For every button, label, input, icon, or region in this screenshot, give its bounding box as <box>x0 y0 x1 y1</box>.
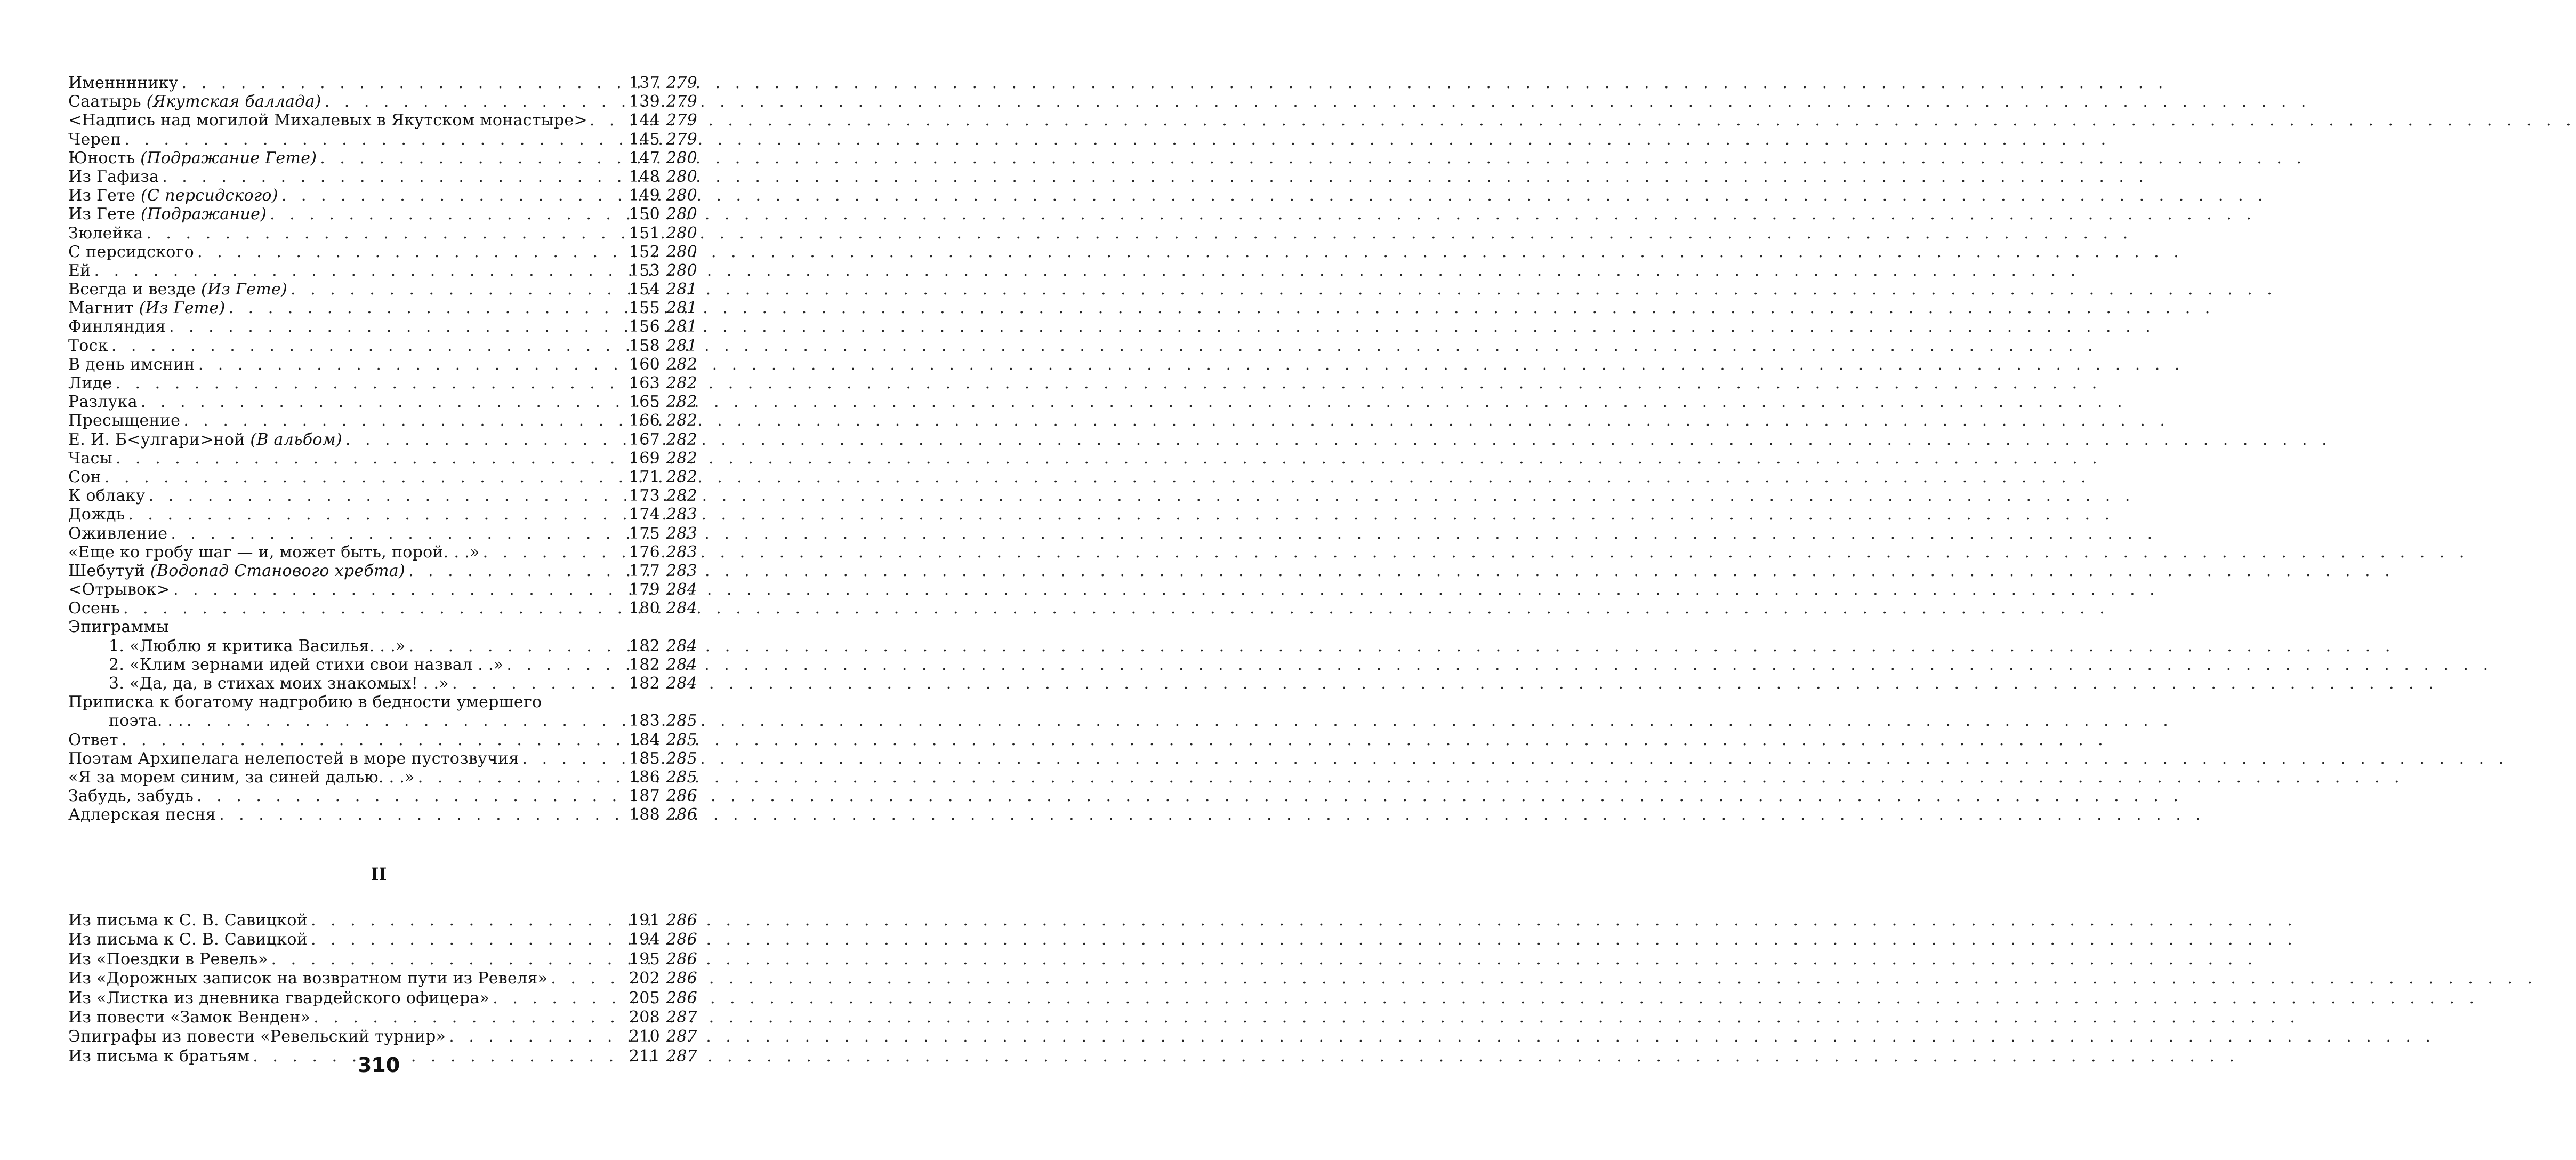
toc-entry <box>68 618 697 636</box>
toc-entry-title <box>68 787 194 805</box>
dot-leader <box>179 74 627 92</box>
dot-leader <box>587 111 627 130</box>
dot-leader <box>194 787 627 805</box>
toc-entry-subtitle: (Из Гете) <box>139 299 226 318</box>
toc-entry-title-text: Из повести «Замок Венден» <box>68 1007 311 1027</box>
page-ref-text: 169 <box>629 449 660 468</box>
page-ref-notes: 282 <box>666 393 697 412</box>
page-ref-text: 182 <box>629 674 660 693</box>
dot-leader <box>406 637 627 655</box>
toc-entry-title <box>68 486 146 505</box>
page-ref-text: 171 <box>629 467 660 486</box>
toc-entry-title <box>68 224 143 243</box>
toc-entry <box>68 731 697 749</box>
toc-entry-title-text: Разлука <box>68 393 138 412</box>
toc-entry-title <box>68 768 415 787</box>
dot-leader <box>446 1027 627 1046</box>
page-ref-text: 177 <box>629 561 660 580</box>
toc-entry <box>68 580 697 599</box>
page-ref-text: 150 <box>629 205 660 224</box>
dot-leader <box>180 411 627 430</box>
toc-entry <box>68 749 697 768</box>
toc-entry-title-text: Тоск <box>68 336 108 355</box>
page-ref-text: 182 <box>629 636 660 655</box>
page-ref-notes: 279 <box>666 111 697 130</box>
page-ref-text: 205 <box>629 988 660 1007</box>
toc-entry-subtitle: (Водопад Станового хребта) <box>150 561 405 580</box>
toc-entry <box>68 261 697 280</box>
dot-leader <box>226 299 627 317</box>
page-ref-notes: 287 <box>666 1007 697 1027</box>
toc-entry-title-text: Из письма к С. В. Савицкой <box>68 930 308 949</box>
toc-entry-title <box>68 1027 446 1046</box>
dot-leader <box>308 930 627 949</box>
toc-entry-title <box>68 393 138 411</box>
toc-entry-title <box>68 674 449 693</box>
page-ref-text: 180 <box>629 599 660 618</box>
page-ref-text: 208 <box>629 1007 660 1027</box>
toc-entry-title <box>68 562 405 580</box>
dot-leader <box>138 393 627 411</box>
page-ref-notes: 281 <box>666 317 697 337</box>
toc-entry-title <box>68 317 166 336</box>
toc-entry-title <box>68 805 216 824</box>
toc-entry <box>68 449 697 468</box>
page-ref-text: 187 <box>629 787 660 806</box>
toc-entry-title <box>68 543 480 562</box>
page-ref-text: 202 <box>629 969 660 988</box>
page-ref-text: 183 <box>629 711 660 731</box>
dot-leader <box>112 374 627 393</box>
dot-leader <box>449 674 627 693</box>
toc-entry-title-text: Из «Поездки в Ревель» <box>68 949 268 969</box>
toc-entry-title <box>68 637 406 655</box>
toc-entry-subtitle: (Из Гете) <box>201 280 288 299</box>
toc-entry-title <box>68 186 278 205</box>
toc-entry <box>68 599 697 618</box>
page-number: 310 <box>357 1053 400 1077</box>
toc-entry-title-text: Забудь, забудь <box>68 787 194 806</box>
toc-entry <box>68 205 697 223</box>
page-ref-notes: 286 <box>666 805 697 825</box>
toc-entry-title-text: Из Гете <box>68 186 136 205</box>
page-ref-text: 211 <box>629 1046 660 1066</box>
toc-entry-title-text: Эпиграфы из повести «Ревельский турнир» <box>68 1027 446 1046</box>
toc-entry-title <box>68 930 308 949</box>
toc-entry <box>68 393 697 411</box>
page-ref-text: 167 <box>629 430 660 449</box>
toc-entry <box>68 768 697 787</box>
page-ref-notes: 282 <box>666 411 697 430</box>
toc-entry-title-text: Дождь <box>68 505 125 524</box>
page-ref-text: 166 <box>629 411 660 430</box>
toc-entry-title-text: Ответ <box>68 730 118 749</box>
toc-entry <box>68 787 697 805</box>
page-ref-text: 139 <box>629 92 660 111</box>
dot-leader <box>480 543 627 562</box>
page-ref-text: 182 <box>629 655 660 674</box>
page-ref-text: 191 <box>629 911 660 930</box>
toc-entry-title <box>68 524 167 543</box>
toc-entry <box>68 505 697 524</box>
toc-entry-title-text: «Еще ко гробу шаг — и, может быть, порой. . .» <box>68 542 480 562</box>
toc-entry <box>68 1008 697 1027</box>
toc-entry <box>68 111 697 130</box>
page-ref-text: 184 <box>629 730 660 749</box>
toc-entry-title <box>68 111 587 130</box>
toc-entry-title-text: Именнннику <box>68 74 179 92</box>
toc-entry <box>68 674 697 693</box>
toc-entry-title-text: Пресыщение <box>68 411 181 430</box>
page-ref-text: 158 <box>629 336 660 355</box>
toc-entry-title-text: К облаку <box>68 486 146 506</box>
toc-entry-title-text: <Надпись над могилой Михалевых в Якутском монастыре> <box>68 111 587 130</box>
dot-leader <box>125 505 627 524</box>
toc-entry-title-text: Магнит <box>68 299 134 318</box>
toc-entry <box>68 280 697 299</box>
toc-entry-title <box>68 989 489 1008</box>
page-ref-notes: 282 <box>666 486 697 506</box>
toc-entry-title <box>68 580 170 599</box>
toc-entry-title-text: Финляндия <box>68 317 166 337</box>
page-ref-notes: 280 <box>666 261 697 280</box>
toc-entry <box>68 411 697 430</box>
toc-section-1 <box>68 74 697 825</box>
dot-leader <box>118 731 627 749</box>
page-ref-notes: 284 <box>666 655 697 674</box>
toc-entry-title <box>68 280 287 299</box>
dot-leader <box>194 243 627 261</box>
dot-leader <box>287 280 627 299</box>
page-ref-text: 179 <box>629 580 660 599</box>
dot-leader <box>120 599 627 618</box>
page-ref-text: 145 <box>629 130 660 149</box>
page-ref-notes: 280 <box>666 148 697 167</box>
dot-leader <box>159 167 627 186</box>
page-ref-text: 176 <box>629 542 660 562</box>
page-ref-notes: 279 <box>666 92 697 111</box>
toc-entry-title <box>68 167 159 186</box>
toc-entry-title <box>68 449 112 468</box>
page-ref-notes: 284 <box>666 636 697 655</box>
page-ref-notes: 283 <box>666 524 697 543</box>
toc-entry-title-text: С персидского <box>68 242 195 261</box>
toc-entry <box>68 224 697 243</box>
page-ref-notes: 280 <box>666 205 697 224</box>
page-ref-notes: 281 <box>666 336 697 355</box>
page-ref-notes: 283 <box>666 561 697 580</box>
page-ref-notes: 287 <box>666 1027 697 1046</box>
toc-entry-title-text: Из «Дорожных записок на возвратном пути из Ревеля» <box>68 969 548 988</box>
toc-entry-title-text: Эпиграммы <box>68 618 169 637</box>
book-page <box>0 0 758 1160</box>
toc-entry <box>68 149 697 167</box>
page-ref-text: 160 <box>629 355 660 374</box>
toc-entry-title <box>68 92 321 111</box>
toc-entry-title-text: Из письма к братьям <box>68 1046 250 1066</box>
toc-entry-title <box>68 430 342 449</box>
page-ref-notes: 285 <box>666 767 697 787</box>
toc-entry <box>68 317 697 336</box>
page-ref-notes: 281 <box>666 280 697 299</box>
toc-entry-title-text: Сон <box>68 467 101 486</box>
toc-entry <box>68 930 697 949</box>
page-ref-text: 210 <box>629 1027 660 1046</box>
toc-entry-subtitle: (Подражание Гете) <box>140 148 317 167</box>
dot-leader <box>167 524 627 543</box>
page-ref-text: 194 <box>629 930 660 949</box>
page-ref-notes: 282 <box>666 449 697 468</box>
toc-entry-title <box>68 950 268 969</box>
toc-entry-title <box>68 693 542 711</box>
toc-entry <box>68 711 697 730</box>
page-ref-text: 186 <box>629 767 660 787</box>
toc-entry-title <box>68 261 91 280</box>
dot-leader <box>166 317 627 336</box>
dot-leader <box>195 355 627 374</box>
toc-entry <box>68 543 697 562</box>
dot-leader <box>342 430 627 449</box>
toc-entry-subtitle: (Подражание) <box>140 205 267 224</box>
page-ref-notes: 279 <box>666 74 697 92</box>
toc-entry <box>68 524 697 543</box>
toc-section-2 <box>68 911 697 1066</box>
page-ref-text: 137 <box>629 74 660 92</box>
toc-entry-title <box>68 505 125 524</box>
page-ref-text: 174 <box>629 505 660 524</box>
page-ref-notes: 286 <box>666 969 697 988</box>
page-ref-notes: 280 <box>666 167 697 186</box>
toc-entry-title-text: 2. «Клим зернами идей стихи свои назвал . .» <box>109 655 504 674</box>
dot-leader <box>503 655 627 674</box>
dot-leader <box>415 768 627 787</box>
dot-leader <box>310 1008 627 1027</box>
toc-entry-title-text: Адлерская песня <box>68 805 216 825</box>
page-ref-text: 188 <box>629 805 660 825</box>
page-ref-text: 153 <box>629 261 660 280</box>
toc-entry-title-text: Оживление <box>68 524 168 543</box>
page-ref-notes: 285 <box>666 749 697 768</box>
toc-entry-title <box>68 355 195 374</box>
dot-leader <box>146 486 627 505</box>
dot-leader <box>101 468 627 486</box>
toc-entry-title-text: Ей <box>68 261 91 280</box>
toc-entry <box>68 562 697 580</box>
toc-entry <box>68 969 697 988</box>
page-ref-text: 185 <box>629 749 660 768</box>
page-ref-notes: 283 <box>666 542 697 562</box>
toc-entry <box>68 130 697 149</box>
dot-leader <box>321 92 627 111</box>
toc-entry-title-text: Из Гете <box>68 205 136 224</box>
dot-leader <box>308 911 627 930</box>
dot-leader <box>170 580 627 599</box>
toc-entry-title-text: Поэтам Архипелага нелепостей в море пустозвучия <box>68 749 519 768</box>
page-ref-text: 149 <box>629 186 660 205</box>
toc-entry-title-text: Е. И. Б<улгари>ной <box>68 430 245 449</box>
toc-entry-title-text: «Я за морем синим, за синей далью. . .» <box>68 767 415 787</box>
toc-entry-subtitle: (Якутская баллада) <box>146 92 321 111</box>
page-ref-notes: 284 <box>666 580 697 599</box>
toc-entry-title <box>68 299 226 317</box>
toc-entry-title-text: Из письма к С. В. Савицкой <box>68 911 308 930</box>
toc-entry-title-text: <Отрывок> <box>68 580 170 599</box>
toc-entry-title <box>68 74 179 92</box>
toc-entry-title <box>68 711 183 730</box>
page-ref-notes: 287 <box>666 1046 697 1066</box>
toc-entry-title-text: Приписка к богатому надгробию в бедности умершего <box>68 693 542 712</box>
toc-entry-title-text: 1. «Люблю я критика Василья. . .» <box>109 636 406 655</box>
toc-entry-title <box>68 337 108 355</box>
toc-entry <box>68 243 697 261</box>
toc-entry-title <box>68 130 121 149</box>
page-ref-notes: 282 <box>666 355 697 374</box>
toc-entry-title <box>68 374 112 393</box>
page-ref-text: 175 <box>629 524 660 543</box>
toc-entry <box>68 486 697 505</box>
toc-entry <box>68 1027 697 1046</box>
toc-entry <box>68 167 697 186</box>
toc-entry <box>68 805 697 824</box>
page-ref-notes: 286 <box>666 949 697 969</box>
toc-entry <box>68 337 697 355</box>
section-2-heading: II <box>371 864 387 884</box>
toc-entry-title-text: Череп <box>68 130 122 149</box>
toc-entry <box>68 950 697 969</box>
toc-entry <box>68 468 697 486</box>
page-ref-text: 173 <box>629 486 660 506</box>
page-ref-text: 147 <box>629 148 660 167</box>
page-ref-notes: 286 <box>666 911 697 930</box>
page-ref-text: 144 <box>629 111 660 130</box>
page-ref-text: 151 <box>629 223 660 243</box>
toc-entry-title <box>68 749 519 768</box>
page-ref-text: 163 <box>629 374 660 393</box>
dot-leader <box>268 950 627 969</box>
toc-entry-title-text: В день имснин <box>68 355 195 374</box>
toc-entry-subtitle: (С персидского) <box>140 186 278 205</box>
page-ref-notes: 279 <box>666 130 697 149</box>
toc-entry-title-text: Осень <box>68 599 120 618</box>
toc-entry <box>68 355 697 374</box>
toc-entry-title-text: Часы <box>68 449 112 468</box>
page-ref-notes: 280 <box>666 223 697 243</box>
dot-leader <box>489 989 627 1008</box>
toc-entry-title <box>68 911 308 930</box>
page-ref-text: 165 <box>629 393 660 412</box>
toc-entry-title <box>68 411 180 430</box>
toc-entry-title-text: Зюлейка <box>68 223 143 243</box>
page-ref-notes: 282 <box>666 430 697 449</box>
toc-entry-title-text: 3. «Да, да, в стихах моих знакомых! . .» <box>109 674 449 693</box>
toc-entry-title <box>68 655 503 674</box>
toc-entry-title-text: Лиде <box>68 374 112 393</box>
page-ref-text: 155 <box>629 299 660 318</box>
toc-entry <box>68 299 697 317</box>
dot-leader <box>183 711 627 730</box>
page-ref-text: 154 <box>629 280 660 299</box>
toc-entry-title <box>68 205 267 223</box>
dot-leader <box>108 337 627 355</box>
toc-entry <box>68 911 697 930</box>
toc-entry-title <box>68 618 169 636</box>
toc-entry <box>68 186 697 205</box>
toc-entry-title <box>68 731 118 749</box>
page-ref-notes: 281 <box>666 299 697 318</box>
toc-entry <box>68 430 697 449</box>
toc-entry-title <box>68 243 194 261</box>
toc-entry <box>68 74 697 92</box>
dot-leader <box>548 969 627 988</box>
toc-entry-title-text: Шебутуй <box>68 561 146 580</box>
page-ref-notes: 284 <box>666 599 697 618</box>
dot-leader <box>143 224 627 243</box>
dot-leader <box>278 186 627 205</box>
toc-entry-title-text: Всегда и везде <box>68 280 196 299</box>
page-ref-text: 148 <box>629 167 660 186</box>
page-ref-notes: 286 <box>666 787 697 806</box>
toc-entry <box>68 92 697 111</box>
page-ref-notes: 284 <box>666 674 697 693</box>
page-ref-notes: 285 <box>666 711 697 731</box>
dot-leader <box>112 449 627 468</box>
dot-leader <box>267 205 627 223</box>
toc-entry-title-text: Из Гафиза <box>68 167 159 186</box>
toc-entry-title-text: Юность <box>68 148 135 167</box>
toc-entry-title <box>68 149 317 167</box>
toc-entry <box>68 989 697 1008</box>
toc-entry-title-text: поэта. . . <box>109 711 184 731</box>
toc-entry <box>68 637 697 655</box>
page-ref-notes: 285 <box>666 730 697 749</box>
page-ref-text: 156 <box>629 317 660 337</box>
dot-leader <box>317 149 627 167</box>
page-ref-notes: 286 <box>666 988 697 1007</box>
dot-leader <box>121 130 627 149</box>
dot-leader <box>519 749 627 768</box>
page-ref-notes: 283 <box>666 505 697 524</box>
page-ref-notes: 286 <box>666 930 697 949</box>
dot-leader <box>216 805 627 824</box>
toc-entry-subtitle: (В альбом) <box>250 430 342 449</box>
toc-entry-title-text: Саатырь <box>68 92 141 111</box>
toc-entry-title <box>68 1008 310 1027</box>
page-ref-notes: 280 <box>666 242 697 261</box>
page-ref-text: 152 <box>629 242 660 261</box>
page-ref-text: 195 <box>629 949 660 969</box>
toc-entry-title <box>68 468 101 486</box>
toc-entry-title-text: Из «Листка из дневника гвардейского офицера» <box>68 988 490 1007</box>
toc-entry <box>68 374 697 393</box>
page-ref-notes: 280 <box>666 186 697 205</box>
dot-leader <box>405 562 627 580</box>
toc-entry <box>68 693 697 711</box>
toc-entry-title <box>68 599 120 618</box>
toc-entry-title <box>68 969 548 988</box>
page-ref-notes: 282 <box>666 374 697 393</box>
page-ref-notes: 282 <box>666 467 697 486</box>
dot-leader <box>91 261 627 280</box>
toc-entry <box>68 655 697 674</box>
